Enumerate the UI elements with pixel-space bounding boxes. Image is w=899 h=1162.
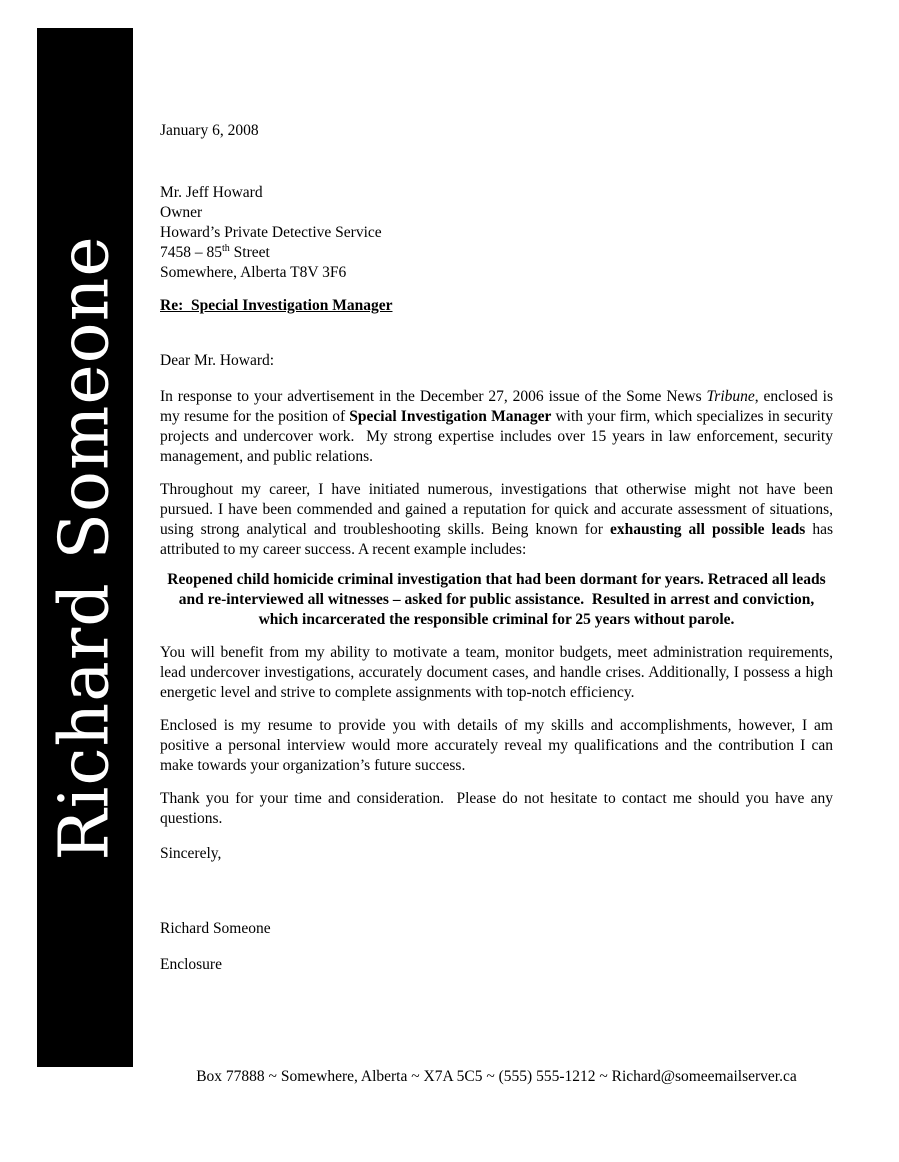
recipient-city-line: Somewhere, Alberta T8V 3F6 — [160, 264, 347, 281]
paragraph-thank-you: Thank you for your time and consideration. Please do not hesitate to contact me should you have any questions. — [160, 790, 837, 827]
paragraph-benefit: You will benefit from my ability to motivate a team, monitor budgets, meet administration requirements, lead undercover investigations, accurately document cases, and handle crises. Additionally, I possess a high energetic level and strive to complete assignments with top-notch efficiency. — [160, 644, 837, 701]
sidebar-vertical-name: Richard Someone — [45, 234, 125, 861]
paragraph-intro-text-3: with your firm, which specializes in security projects and undercover work. My strong expertise includes over 15 years in law enforcement, security management, and public relations. — [160, 408, 837, 465]
paragraph-career-text: Throughout my career, I have initiated numerous, investigations that otherwise might not have been pursued. I have been commended and gained a reputation for quick and accurate assessment of situations, using strong analytical and troubleshooting skills. Being known for — [160, 481, 837, 538]
re-subject-line: Re: Special Investigation Manager — [160, 297, 393, 314]
letter-date: January 6, 2008 — [160, 122, 259, 139]
recipient-street-suffix: Street — [229, 244, 270, 261]
paragraph-enclosed-resume: Enclosed is my resume to provide you with details of my skills and accomplishments, however, I am positive a personal interview would more accurately reveal my qualifications and the contribution I can make towards your organization’s future success. — [160, 717, 837, 774]
enclosure-note: Enclosure — [160, 956, 222, 973]
paragraph-career — [160, 480, 837, 560]
paragraph-intro — [160, 387, 837, 467]
recipient-name: Mr. Jeff Howard — [160, 184, 263, 201]
paragraph-career-text-2: has attributed to my career success. A recent example includes: — [160, 521, 837, 558]
paragraph-intro-text: In response to your advertisement in the December 27, 2006 issue of the Some News — [160, 388, 707, 405]
letter-body — [160, 0, 837, 975]
sidebar-black-bar — [37, 28, 133, 1067]
highlight-example-paragraph: Reopened child homicide criminal investigation that had been dormant for years. Retraced all leads and re-interviewed all witnesses – asked for public assistance. Resulted in arrest and conviction, which incarcerated the responsible criminal for 25 years without parole. — [167, 571, 830, 628]
paragraph-intro-text-2: , enclosed is my resume for the position of — [160, 388, 837, 425]
salutation: Dear Mr. Howard: — [160, 352, 275, 369]
recipient-company: Howard’s Private Detective Service — [160, 224, 382, 241]
career-phrase-bold: exhausting all possible leads — [609, 521, 806, 538]
recipient-street-number: 7458 – 85 — [160, 244, 222, 261]
signature-name: Richard Someone — [160, 920, 271, 937]
newspaper-name-italic: Tribune — [706, 388, 755, 405]
recipient-address-block — [160, 183, 833, 283]
footer-contact-line: Box 77888 ~ Somewhere, Alberta ~ X7A 5C5 ~ (555) 555-1212 ~ Richard@someemailserver.ca — [196, 1068, 797, 1085]
closing-sincerely: Sincerely, — [160, 845, 222, 862]
recipient-street — [160, 243, 833, 263]
recipient-title: Owner — [160, 204, 203, 221]
recipient-street-ordinal: th — [222, 242, 230, 254]
position-title-bold: Special Investigation Manager — [349, 408, 552, 425]
